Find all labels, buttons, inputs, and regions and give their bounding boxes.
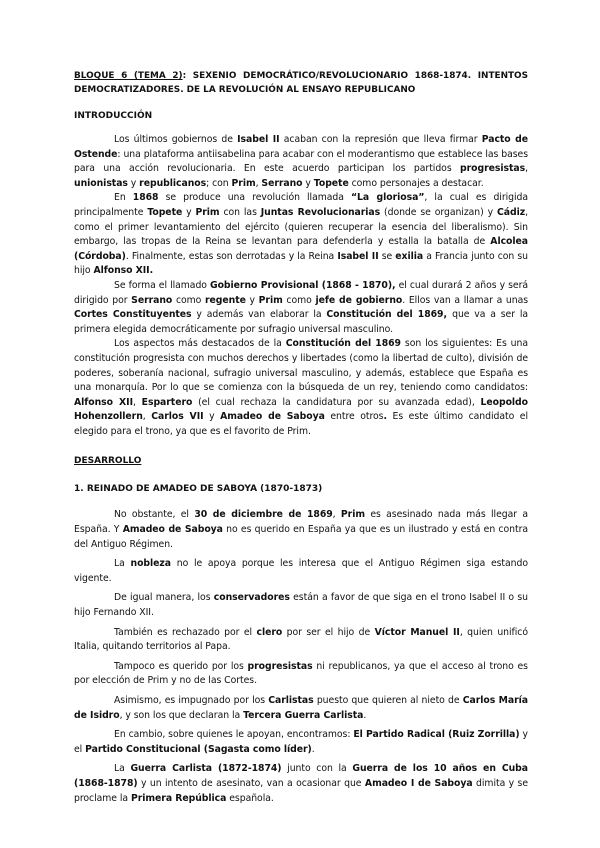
bold-run: conservadores [213, 592, 290, 604]
desarrollo-paragraph [74, 660, 528, 689]
bold-run: Espartero [141, 396, 193, 408]
text-run: . [311, 743, 315, 755]
bold-run: jefe de gobierno [315, 294, 403, 306]
text-run: no le apoya porque les interesa que el Antiguo Régimen siga estando vigente. [74, 558, 529, 584]
bold-run: Pacto de Ostende [74, 134, 528, 160]
text-run: se produce una revolución llamada [158, 192, 351, 204]
bold-run: regente [204, 294, 246, 306]
text-run: Tampoco es querido por los [114, 660, 248, 672]
bold-run: Isabel II [337, 250, 379, 262]
intro-paragraph [74, 133, 528, 191]
text-run: En cambio, sobre quienes le apoyan, encontramos: [114, 729, 354, 741]
text-run: y [302, 177, 314, 189]
text-run: . Finalmente, estas son derrotadas y la Reina [125, 250, 338, 262]
text-run: acaban con la represión que lleva firmar [279, 134, 482, 145]
bold-run: Prim [258, 294, 283, 306]
bold-run: Prim [231, 177, 256, 189]
text-run: ; con [206, 177, 232, 189]
text-run: que va a ser la primera elegida democráticamente por sufragio universal masculino. [74, 309, 529, 335]
text-run: dimita y se proclame la [74, 777, 529, 804]
text-run: a Francia junto con su hijo [74, 250, 528, 277]
text-run: (donde se organizan) y [380, 206, 497, 218]
bold-run: El Partido Radical (Ruiz Zorrilla) [353, 729, 520, 741]
text-run: y [127, 177, 140, 189]
bold-run: Tercera Guerra Carlista [243, 709, 364, 721]
bold-run: . [383, 411, 387, 423]
document-page [74, 70, 528, 806]
text-run: (el cual rechaza la candidatura por su avanzada edad), [192, 396, 481, 408]
bold-run: exilia [395, 250, 424, 262]
intro-section [74, 133, 528, 439]
text-run: entre otros [324, 411, 384, 423]
bold-run: Leopoldo Hohenzollern [74, 396, 528, 423]
text-run: Los últimos gobiernos de [114, 134, 238, 145]
text-run: , como el primer levantamiento del ejército (quieren recuperar la esencia del liberalismo). Sin embargo, las tropas de la Reina se levantan para defenderla y estalla la batalla de [74, 206, 528, 248]
bold-run: Partido Constitucional (Sagasta como líder) [85, 743, 312, 755]
text-run: y [182, 206, 196, 218]
bold-run: republicanos [139, 177, 207, 189]
bold-run: progresistas [247, 660, 313, 672]
text-run: También es rechazado por el [114, 626, 257, 638]
bold-run: Serrano [131, 294, 173, 306]
bold-run: Alfonso XII. [93, 265, 154, 277]
text-run: : una plataforma antiisabelina para acabar con el moderantismo que establece las bases para una acción revolucionaria. En este acuerdo participan los partidos [74, 148, 528, 175]
section-subheading: 1. REINADO DE AMADEO DE SABOYA (1870-1873) [74, 484, 323, 495]
intro-paragraph [74, 191, 528, 279]
bold-run: Guerra de los 10 años en Cuba (1868-1878) [74, 763, 528, 789]
bold-run: Prim [340, 509, 365, 521]
text-run: , la cual es dirigida principalmente [74, 192, 529, 218]
text-run: De igual manera, los [114, 592, 214, 604]
text-run: La [114, 763, 131, 775]
text-run: como [172, 294, 205, 306]
title-block-label: BLOQUE 6 (TEMA 2) [74, 71, 183, 81]
bold-run: Isabel II [237, 134, 280, 145]
bold-run: Prim [195, 206, 220, 218]
desarrollo-paragraph [74, 762, 528, 806]
document-title [74, 70, 528, 97]
bold-run: Gobierno Provisional (1868 - 1870), [210, 279, 396, 291]
text-run: es asesinado nada más llegar a España. Y [74, 509, 529, 536]
text-run: , quien unificó Italia, quitando territorios al Papa. [74, 626, 528, 653]
bold-run: Cortes Constituyentes [74, 309, 192, 321]
bold-run: clero [256, 626, 283, 638]
bold-run: Amadeo I de Saboya [364, 777, 473, 789]
bold-run: 30 de diciembre de 1869 [194, 509, 333, 521]
text-run: con las [219, 206, 261, 218]
desarrollo-paragraph [74, 694, 528, 723]
text-run: española. [226, 792, 274, 804]
desarrollo-paragraph [74, 728, 528, 757]
text-run: y además van elaborar la [191, 309, 327, 321]
text-run: junto con la [281, 763, 353, 775]
desarrollo-paragraph [74, 626, 528, 655]
bold-run: Juntas Revolucionarias [260, 206, 381, 218]
text-run: se [378, 250, 396, 262]
text-run: Los aspectos más destacados de la [114, 338, 286, 350]
desarrollo-paragraph [74, 557, 528, 586]
bold-run: Carlos María de Isidro [74, 695, 529, 721]
bold-run: Amadeo de Saboya [122, 524, 223, 536]
bold-run: nobleza [130, 558, 172, 570]
text-run: ni republicanos, ya que el acceso al trono es por elección de Prim y no de las Cortes. [74, 660, 528, 687]
text-run: La [114, 558, 131, 570]
desarrollo-paragraph [74, 508, 528, 552]
bold-run: Guerra Carlista (1872-1874) [130, 763, 282, 775]
desarrollo-heading: DESARROLLO [74, 456, 142, 467]
desarrollo-paragraph [74, 591, 528, 620]
text-run: y el [74, 729, 528, 755]
text-run: Asimismo, es impugnado por los [114, 695, 269, 706]
text-run: , [142, 411, 152, 423]
bold-run: Alfonso XII [74, 396, 133, 408]
text-run: , [255, 177, 262, 189]
text-run: y un intento de asesinato, van a ocasionar que [137, 777, 365, 789]
text-run: puesto que quieren al nieto de [313, 695, 463, 706]
text-run: no es querido en España ya que es un ilustrado y está en contra del Antiguo Régimen. [74, 524, 528, 550]
bold-run: unionistas [74, 177, 128, 189]
text-run: . Ellos van a llamar a unas [402, 294, 529, 306]
desarrollo-section [74, 508, 528, 806]
text-run: . [363, 709, 367, 721]
text-run: y [245, 294, 259, 306]
bold-run: “La gloriosa” [351, 192, 425, 204]
text-run: , [132, 396, 142, 408]
bold-run: Víctor Manuel II [374, 626, 460, 638]
bold-run: Constitución del 1869 [285, 338, 401, 350]
bold-run: Carlistas [268, 695, 314, 706]
intro-heading: INTRODUCCIÓN [74, 111, 153, 121]
text-run: son los siguientes: Es una constitución progresista con muchos derechos y libertades (como la libertad de culto), división de poderes, soberanía nacional, sufragio universal masculino, y además, establece que España es una monarquía. Por lo que se comienza con la búsqueda de un rey, teniendo como candidatos: [74, 338, 528, 394]
bold-run: 1868 [132, 192, 159, 204]
text-run: No obstante, el [114, 509, 195, 521]
text-run: , [525, 163, 528, 175]
text-run: En [114, 192, 133, 204]
bold-run: Amadeo de Saboya [220, 411, 325, 423]
bold-run: Topete [313, 177, 349, 189]
text-run: por ser el hijo de [282, 626, 375, 638]
title-text: : SEXENIO DEMOCRÁTICO/REVOLUCIONARIO 1868-1874. INTENTOS DEMOCRATIZADORES. DE LA REVOLUCIÓN AL ENSAYO REPUBLICANO [74, 71, 528, 95]
bold-run: Serrano [261, 177, 303, 189]
text-run: Es este último candidato el elegido para el trono, ya que es el favorito de Prim. [74, 411, 529, 437]
intro-paragraph [74, 279, 528, 337]
text-run: el cual durará 2 años y será dirigido por [74, 279, 528, 306]
text-run: y [203, 411, 221, 423]
bold-run: Alcolea (Córdoba) [74, 236, 528, 262]
text-run: Se forma el llamado [114, 279, 211, 291]
bold-run: Constitución del 1869, [326, 309, 453, 321]
text-run: como personajes a destacar. [348, 177, 484, 189]
bold-run: Cádiz [496, 206, 526, 218]
intro-paragraph [74, 337, 528, 439]
text-run: , y son los que declaran la [119, 709, 244, 721]
text-run: , [332, 509, 341, 521]
bold-run: progresistas [460, 163, 526, 175]
bold-run: Carlos VII [151, 411, 204, 423]
text-run: están a favor de que siga en el trono Isabel II o su hijo Fernando XII. [74, 592, 528, 619]
bold-run: Topete [147, 206, 183, 218]
text-run: como [282, 294, 316, 306]
bold-run: Primera República [130, 792, 227, 804]
